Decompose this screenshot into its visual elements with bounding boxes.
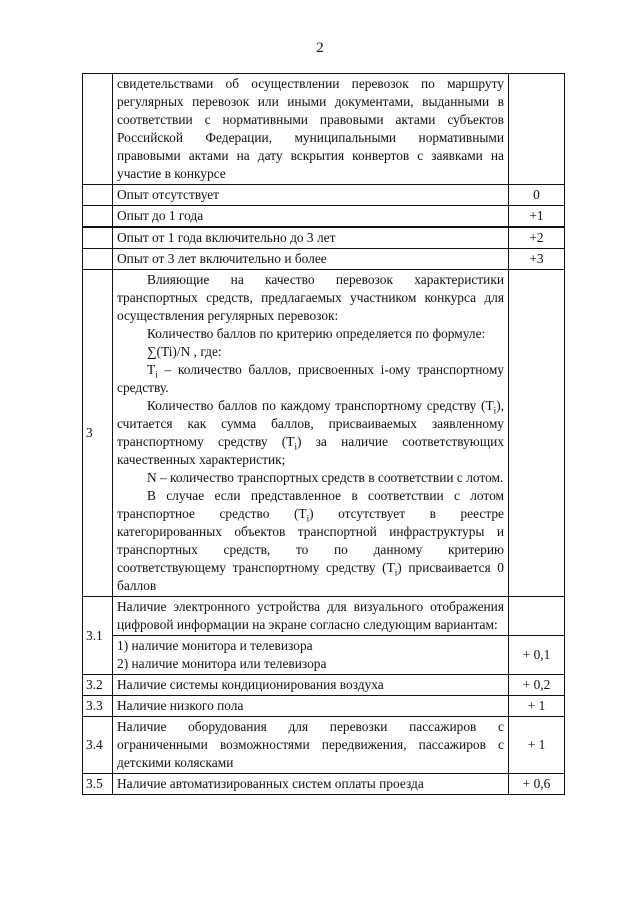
ti-sum-text-b: ), считается как сумма баллов, присваиваемых заявленному транспортному средству (T [117,398,504,449]
criterion-3-missing-rule [117,487,504,595]
row-number-cell: 3.1 [83,597,113,675]
row-score-cell [509,74,565,185]
criteria-table [82,73,565,795]
row-score-cell: + 1 [509,696,565,717]
row-text-cell: Наличие автоматизированных систем оплаты проезда [113,774,509,795]
ti-subscript: i [394,567,398,578]
row-text-cell [113,597,509,636]
row-score-cell: +2 [509,227,565,249]
table-row [83,227,565,249]
table-row [83,774,565,795]
row-text-cell [113,74,509,185]
table-row [83,185,565,206]
ti-subscript: i [306,513,310,524]
row-number-cell: 3.3 [83,696,113,717]
ti-subscript: i [294,441,297,452]
table-row [83,696,565,717]
table-row [83,270,565,597]
page-number: 2 [316,40,324,56]
criterion-3-4-description: Наличие оборудования для перевозки пассажиров с ограниченными возможностями передвижения, пассажиров с детскими колясками [117,719,504,770]
row-score-cell: +3 [509,249,565,270]
criterion-3-n-definition: N – количество транспортных средств в соответствии с лотом. [147,470,504,485]
row-number-cell [83,185,113,206]
table-row [83,597,565,636]
criterion-3-ti-definition [117,361,504,397]
ti-subscript: i [493,405,497,416]
row-text-cell [113,717,509,774]
row-text-cell: Опыт отсутствует [113,185,509,206]
table-row [83,74,565,185]
ti-subscript: i [155,369,158,380]
criterion-3-description: Влияющие на качество перевозок характеристики транспортных средств, предлагаемых участником конкурса для осуществления регулярных перевозок: [117,272,504,323]
row-text-cell: Опыт от 3 лет включительно и более [113,249,509,270]
criterion-3-ti-sum-rule [117,397,504,469]
ti-sum-text-a: Количество баллов по каждому транспортному средству (T [147,398,494,413]
row-score-cell [509,270,565,597]
row-score-cell: + 0,2 [509,675,565,696]
missing-rule-text-b: ) отсутствует в реестре категорированных объектов транспортной инфраструктуры и транспортных средств, то по данному критерию соответствующему транспортному средству (T [117,506,504,575]
criterion-3-1-description: Наличие электронного устройства для визуального отображения цифровой информации на экране согласно следующим вариантам: [117,599,504,632]
missing-rule-text-a: В случае если представленное в соответствии с лотом транспортное средство (T [117,488,504,521]
table-row [83,249,565,270]
row-text-cell [113,636,509,675]
intro-text: свидетельствами об осуществлении перевозок по маршруту регулярных перевозок или иными документами, выданными в соответствии с нормативными правовыми актами субъектов Российской Федерации, муниципальными нормативными правовыми актами на дату вскрытия конвертов с заявками на участие в конкурсе [117,76,504,181]
row-number-cell: 3 [83,270,113,597]
criterion-3-1-option-1: 1) наличие монитора и телевизора [117,638,313,653]
table-row [83,636,565,675]
row-score-cell: + 0,6 [509,774,565,795]
row-number-cell [83,249,113,270]
row-score-cell [509,597,565,636]
row-number-cell [83,74,113,185]
row-text-cell: Опыт до 1 года [113,206,509,228]
row-text-cell [113,270,509,597]
row-text-cell: Наличие низкого пола [113,696,509,717]
criterion-3-formula-intro: Количество баллов по критерию определяется по формуле: [147,326,486,341]
row-number-cell: 3.4 [83,717,113,774]
ti-symbol: T [147,362,156,377]
row-score-cell: +1 [509,206,565,228]
row-text-cell: Наличие системы кондиционирования воздуха [113,675,509,696]
row-score-cell: 0 [509,185,565,206]
table-row [83,717,565,774]
criterion-3-formula: ∑(Ti)/N , где: [147,344,222,359]
row-number-cell: 3.2 [83,675,113,696]
row-score-cell: + 1 [509,717,565,774]
row-score-cell: + 0,1 [509,636,565,675]
row-number-cell: 3.5 [83,774,113,795]
ti-definition-text: – количество баллов, присвоенных i-ому транспортному средству. [117,362,504,395]
row-text-cell: Опыт от 1 года включительно до 3 лет [113,227,509,249]
row-number-cell [83,206,113,228]
missing-rule-text-c: ) присваивается 0 баллов [117,560,504,593]
ti-sum-text-c: ) за наличие соответствующих качественных характеристик; [117,434,504,467]
table-row [83,206,565,228]
row-number-cell [83,227,113,249]
criterion-3-1-option-2: 2) наличие монитора или телевизора [117,656,327,671]
table-row [83,675,565,696]
